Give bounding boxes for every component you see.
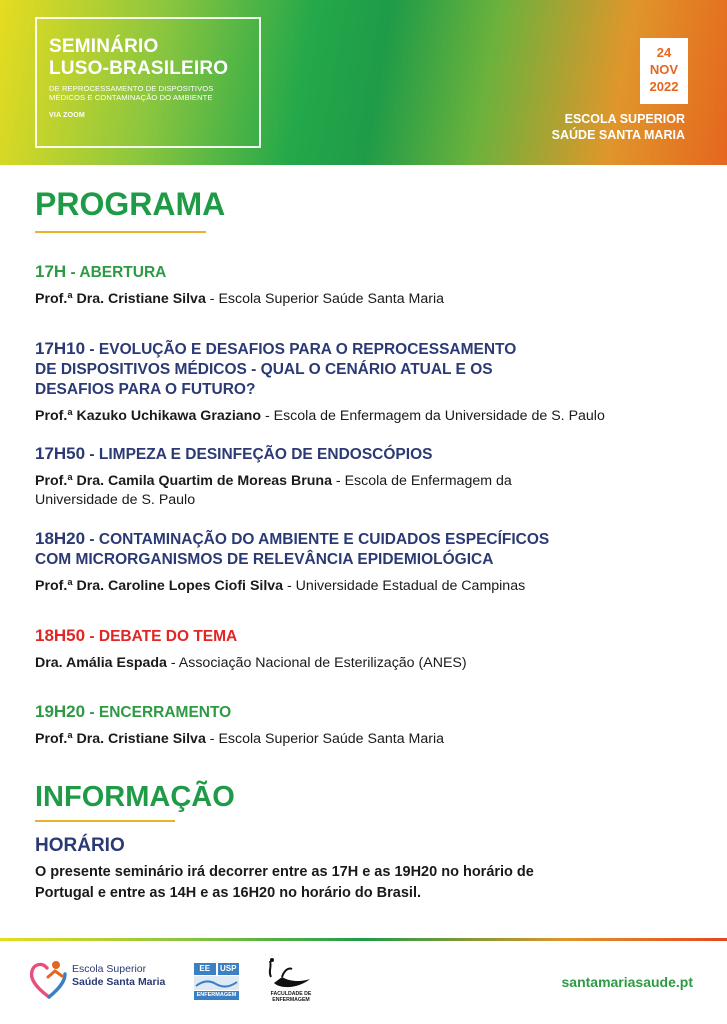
informacao-heading: INFORMAÇÃO — [35, 781, 235, 813]
logo-ee-usp-top — [194, 963, 239, 975]
event-subtitle — [49, 84, 259, 102]
schedule-item-contaminacao — [35, 529, 715, 596]
speaker-affiliation: - Associação Nacional de Esterilização (ANES) — [166, 655, 467, 671]
horario-text-line1: O presente seminário irá decorrer entre as 17H e as 19H20 no horário de — [35, 864, 534, 880]
schedule-speaker-line — [35, 472, 715, 510]
speaker-affiliation: - Escola Superior Saúde Santa Maria — [205, 731, 445, 747]
schedule-speaker-line — [35, 290, 715, 309]
schedule-title-line3: DESAFIOS PARA O FUTURO? — [35, 381, 256, 398]
event-date-box — [640, 38, 688, 104]
schedule-heading — [35, 626, 715, 647]
schedule-heading — [35, 702, 715, 723]
schedule-speaker-line — [35, 577, 715, 596]
logo-usp-text: USP — [218, 963, 240, 975]
lamp-icon — [262, 957, 318, 991]
school-name — [552, 111, 685, 143]
schedule-title-line1: - CONTAMINAÇÃO DO AMBIENTE E CUIDADOS ESPECÍFICOS — [89, 531, 550, 548]
website-link[interactable]: santamariasaude.pt — [561, 974, 693, 990]
programa-underline — [35, 231, 206, 233]
schedule-heading — [35, 262, 715, 283]
event-via: VIA ZOOM — [49, 112, 85, 119]
logo-faculdade-text — [266, 991, 316, 1003]
heart-person-icon — [28, 957, 70, 1001]
speaker-affiliation-line1: - Escola de Enfermagem da — [331, 473, 512, 489]
schedule-time: 18H20 — [35, 529, 86, 548]
schedule-item-abertura — [35, 262, 715, 309]
logo-escola-superior — [28, 957, 178, 1001]
event-title-line2: LUSO-BRASILEIRO — [49, 58, 229, 79]
schedule-title: - LIMPEZA E DESINFEÇÃO DE ENDOSCÓPIOS — [89, 446, 433, 463]
logo-faculdade-enfermagem — [262, 957, 318, 1003]
school-name-line1: ESCOLA SUPERIOR — [564, 112, 685, 126]
logo-faculdade-line2: ENFERMAGEM — [272, 997, 310, 1003]
speaker-affiliation: - Escola Superior Saúde Santa Maria — [205, 291, 445, 307]
footer-divider — [0, 938, 727, 941]
schedule-speaker-line — [35, 730, 715, 749]
logo-ee-text: EE — [194, 963, 216, 975]
programa-heading: PROGRAMA — [35, 186, 226, 222]
schedule-title-line1: - EVOLUÇÃO E DESAFIOS PARA O REPROCESSAMENTO — [89, 341, 517, 358]
event-title-line1: SEMINÁRIO — [49, 36, 159, 57]
schedule-time: 18H50 — [35, 626, 86, 645]
schedule-item-encerramento — [35, 702, 715, 749]
schedule-title: - ENCERRAMENTO — [89, 704, 232, 721]
logo-faculdade-line1: FACULDADE DE — [270, 991, 312, 997]
speaker-name: Prof.ª Dra. Cristiane Silva — [35, 291, 206, 307]
schedule-title-line2: COM MICRORGANISMOS DE RELEVÂNCIA EPIDEMIOLÓGICA — [35, 551, 494, 568]
speaker-name: Dra. Amália Espada — [35, 655, 167, 671]
schedule-title-line2: DE DISPOSITIVOS MÉDICOS - QUAL O CENÁRIO ATUAL E OS — [35, 361, 493, 378]
schedule-time: 17H — [35, 262, 67, 281]
speaker-name: Prof.ª Dra. Cristiane Silva — [35, 731, 206, 747]
horario-heading: HORÁRIO — [35, 835, 125, 856]
event-title-box — [35, 17, 261, 148]
date-year: 2022 — [649, 79, 679, 94]
speaker-name: Prof.ª Dra. Camila Quartim de Moreas Bruna — [35, 473, 332, 489]
schedule-heading — [35, 444, 715, 465]
schedule-item-debate — [35, 626, 715, 673]
school-name-line2: SAÚDE SANTA MARIA — [551, 128, 685, 142]
logo-ee-usp-bottom: ENFERMAGEM — [194, 991, 239, 1000]
schedule-time: 19H20 — [35, 702, 86, 721]
schedule-time: 17H10 — [35, 339, 86, 358]
horario-text — [35, 862, 655, 904]
schedule-time: 17H50 — [35, 444, 86, 463]
date-month: NOV — [649, 62, 679, 77]
schedule-item-evolucao — [35, 339, 715, 426]
speaker-affiliation: - Universidade Estadual de Campinas — [283, 578, 526, 594]
logo-escola-line2: Saúde Santa Maria — [72, 975, 166, 988]
event-subtitle-line2: MÉDICOS E CONTAMINAÇÃO DO AMBIENTE — [49, 93, 213, 102]
horario-text-line2: Portugal e entre as 14H e as 16H20 no horário do Brasil. — [35, 885, 421, 901]
event-subtitle-line1: DE REPROCESSAMENTO DE DISPOSITIVOS — [49, 84, 214, 93]
speaker-affiliation-line2: Universidade de S. Paulo — [35, 492, 196, 508]
date-day: 24 — [656, 45, 672, 60]
speaker-affiliation: - Escola de Enfermagem da Universidade de S. Paulo — [261, 408, 605, 424]
logo-escola-superior-text — [72, 963, 165, 988]
schedule-heading — [35, 529, 715, 570]
logo-ee-usp — [194, 963, 239, 1001]
wave-icon — [194, 976, 239, 990]
speaker-name: Prof.ª Kazuko Uchikawa Graziano — [35, 408, 262, 424]
header-banner — [0, 0, 727, 165]
schedule-title: - ABERTURA — [70, 264, 167, 281]
schedule-speaker-line — [35, 654, 715, 673]
schedule-heading — [35, 339, 715, 400]
logo-escola-line1: Escola Superior — [72, 963, 147, 975]
informacao-underline — [35, 820, 175, 822]
logo-ee-usp-emblem — [194, 976, 239, 990]
schedule-title: - DEBATE DO TEMA — [89, 628, 238, 645]
schedule-item-limpeza — [35, 444, 715, 510]
speaker-name: Prof.ª Dra. Caroline Lopes Ciofi Silva — [35, 578, 284, 594]
schedule-speaker-line — [35, 407, 715, 426]
